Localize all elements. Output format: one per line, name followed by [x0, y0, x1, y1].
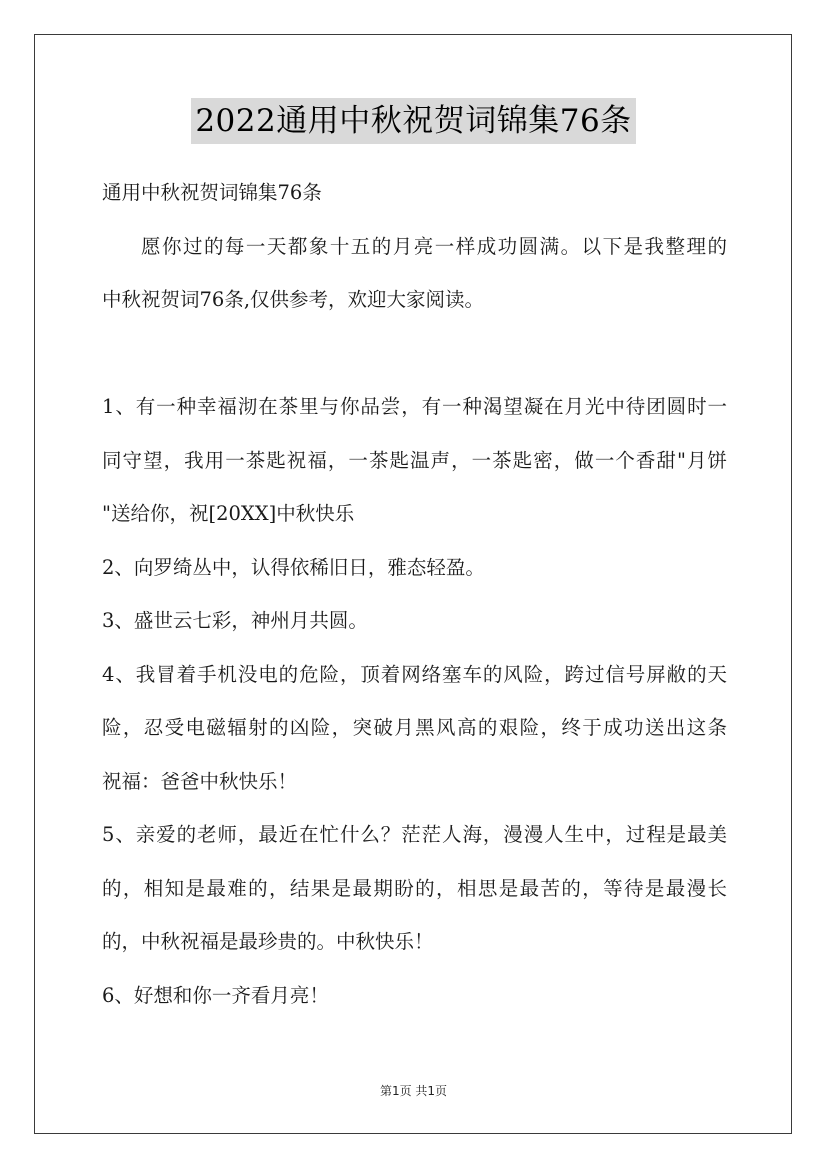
list-item-line: 的，相知是最难的，结果是最期盼的，相思是最苦的，等待是最漫长: [102, 876, 727, 900]
list-item-line: 险，忍受电磁辐射的凶险，突破月黑风高的艰险，终于成功送出这条: [102, 716, 727, 739]
list-item-3: [102, 594, 727, 648]
list-item-line: 1、有一种幸福沏在茶里与你品尝，有一种渴望凝在月光中待团圆时一: [102, 395, 727, 418]
list-item-5: [102, 808, 727, 969]
list-item-line: 6、好想和你一齐看月亮！: [102, 983, 329, 1007]
list-item-line: 4、我冒着手机没电的危险，顶着网络塞车的风险，跨过信号屏敝的天: [102, 662, 727, 686]
list-item-line: "送给你，祝[20XX]中秋快乐: [102, 502, 355, 525]
list-item-1: [102, 380, 727, 541]
intro-line-1: 愿你过的每一天都象十五的月亮一样成功圆满。以下是我整理的: [141, 234, 727, 258]
page-footer: 第1页 共1页: [379, 1084, 448, 1098]
list-item-line: 祝福：爸爸中秋快乐！: [102, 769, 298, 793]
list-item-line: 同守望，我用一茶匙祝福，一茶匙温声，一茶匙密，做一个香甜"月饼: [102, 448, 727, 472]
list-item-4: [102, 648, 727, 809]
list-item-6: [102, 969, 727, 1023]
intro-line-2: 中秋祝贺词76条,仅供参考，欢迎大家阅读。: [102, 288, 485, 311]
list-item-line: 2、向罗绮丛中，认得依稀旧日，雅态轻盈。: [102, 555, 485, 579]
list-item-line: 3、盛世云七彩，神州月共圆。: [102, 609, 368, 632]
document-title-text: 2022通用中秋祝贺词锦集76条: [191, 98, 635, 144]
document-subtitle: 通用中秋祝贺词锦集76条: [102, 181, 322, 204]
list-item-line: 5、亲爱的老师，最近在忙什么？茫茫人海，漫漫人生中，过程是最美: [102, 823, 727, 846]
list-item-line: 的，中秋祝福是最珍贵的。中秋快乐！: [102, 930, 434, 953]
list-item-2: [102, 541, 727, 595]
document-body: [102, 166, 727, 1022]
document-title: [0, 98, 827, 144]
blank-line: [102, 327, 727, 381]
